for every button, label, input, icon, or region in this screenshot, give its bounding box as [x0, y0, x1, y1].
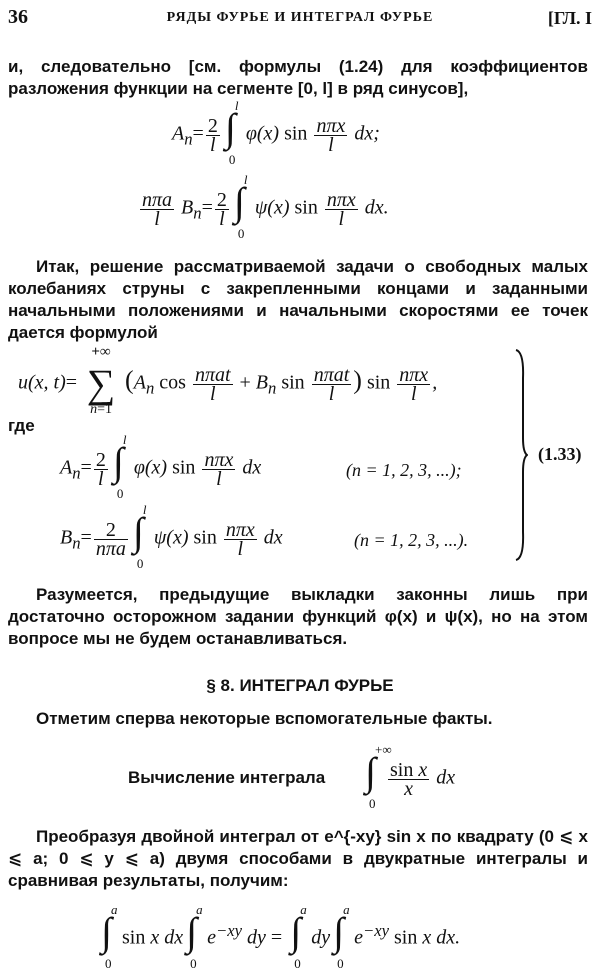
page-number: 36: [8, 6, 28, 28]
paragraph-intro: и, следовательно [см. формулы (1.24) для коэффициентов разложения функции на сегменте [0, l] в ряд синусов],: [8, 57, 588, 98]
formula-sinx-integral: ∫ +∞ 0 $\frac{\text{sin x}}{x}$ dx: [365, 742, 456, 811]
where-label: где: [8, 416, 35, 435]
n-range-1: (n = 1, 2, 3, ...);: [346, 460, 462, 480]
formula-bn: $\frac{\text{nπa}}{l}$ $B_n=$ $\frac{2}{l}$ ∫ l 0 ψ(x) sin $\frac{\text{nπx}}{l}$ dx.: [142, 172, 389, 241]
formula-an-coef: $A_n=$ $\frac{2}{l}$ ∫ l 0 φ(x) sin $\frac{\text{nπx}}{l}$ dx: [60, 432, 262, 501]
equation-number: (1.33): [538, 444, 582, 464]
chapter-marker: [ГЛ. I: [547, 8, 592, 28]
n-range-2: (n = 1, 2, 3, ...).: [354, 530, 469, 550]
formula-an: $A_n=$ $\frac{2}{l}$ ∫ l 0 φ(x) sin $\frac{\text{nπx}}{l}$ dx;: [172, 98, 380, 167]
paragraph-aux: Отметим сперва некоторые вспомогательные факты.: [36, 709, 493, 728]
page-header: [8, 6, 592, 30]
formula-bn-coef: $B_n=$ $\frac{2}{\text{nπa}}$ ∫ l 0 ψ(x) sin $\frac{\text{nπx}}{l}$ dx: [60, 502, 283, 571]
formula-series: u(x, t)= ∑ +∞ n=1 ($A_n$ cos $\frac{\text{nπat}}{l}$ + $B_n$ sin $\frac{\text{nπat}}{l}$ ) sin $\frac{\text{nπx}}{l}$ ,: [18, 344, 438, 417]
subsection-heading: Вычисление интеграла: [128, 768, 326, 787]
formula-double-integral: ∫ a 0 sin x dx ∫ a 0 $e^{-xy}$ dy = ∫ a 0 dy ∫ a 0 $e^{-xy}$ sin x dx.: [101, 902, 461, 971]
section-heading: § 8. ИНТЕГРАЛ ФУРЬЕ: [206, 676, 394, 695]
paragraph-double-integral: Преобразуя двойной интеграл от e^{-xy} sin x по квадрату (0 ⩽ x ⩽ a; 0 ⩽ y ⩽ a) двумя способами в двукратные интегралы и сравнивая результаты, получим:: [8, 827, 588, 890]
right-brace: [514, 348, 528, 562]
paragraph-remark: Разумеется, предыдущие выкладки законны лишь при достаточно осторожном задании функций φ(x) и ψ(x), но на этом вопросе мы не будем останавливаться.: [8, 585, 588, 648]
paragraph-solution: Итак, решение рассматриваемой задачи о свободных малых колебаниях струны с закрепленными концами и заданными начальными положениями и начальными скоростями ее точек дается формулой: [8, 257, 588, 342]
running-title: РЯДЫ ФУРЬЕ И ИНТЕГРАЛ ФУРЬЕ: [166, 10, 434, 25]
